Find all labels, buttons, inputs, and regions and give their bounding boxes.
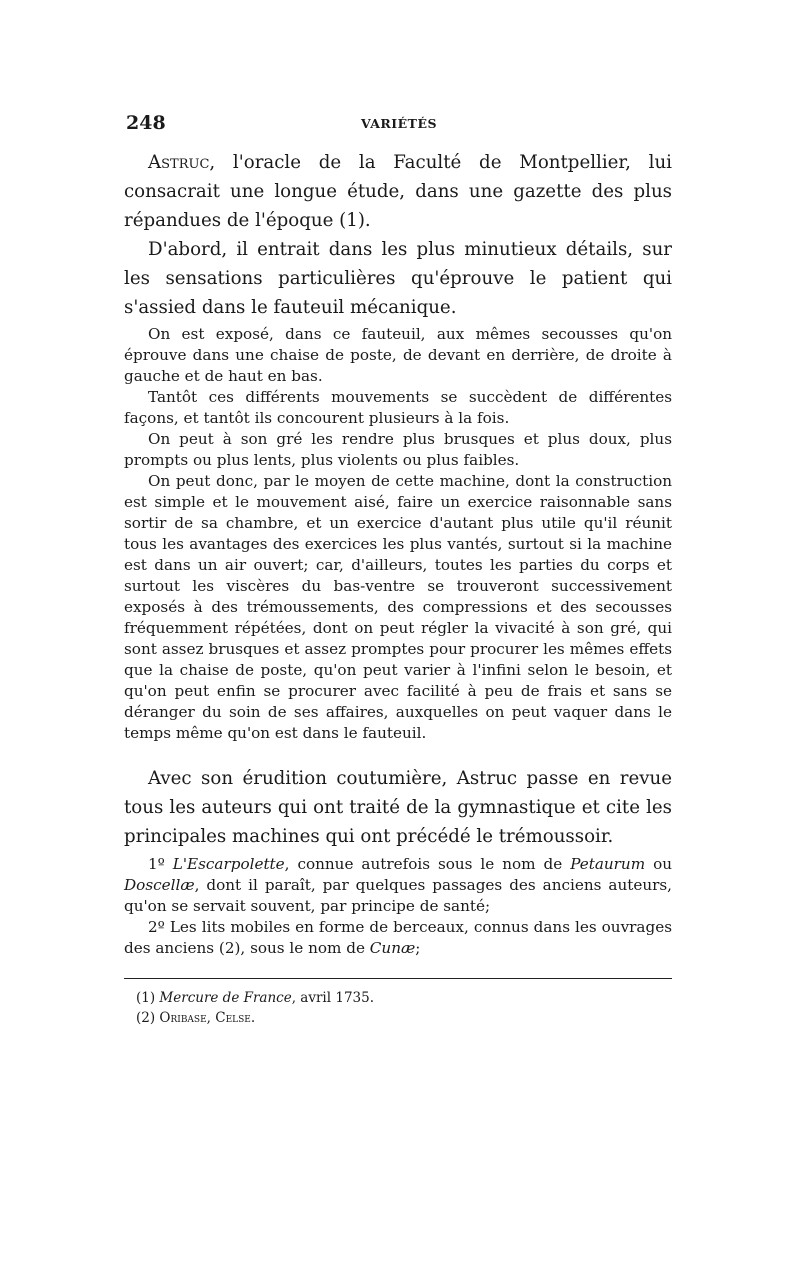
item-text: ; (415, 939, 421, 957)
machine-list (124, 854, 672, 959)
quotation-block (124, 324, 672, 744)
quote-paragraph-2: Tantôt ces différents mouvements se succèdent de différentes façons, et tantôt ils concourent plusieurs à la fois. (124, 388, 672, 427)
footnote-1 (136, 988, 656, 1008)
item-number: 1º (148, 855, 165, 873)
footnotes (136, 988, 656, 1028)
paragraph-text: , l'oracle de la Faculté de Montpellier, lui consacrait une longue étude, dans une gazette des plus répandues de l'époque (1). (124, 152, 672, 231)
footnote-number: (1) (136, 990, 156, 1006)
footnote-number: (2) (136, 1010, 156, 1026)
running-title: VARIÉTÉS (360, 116, 438, 131)
latin-name: Petaurum (570, 855, 646, 873)
list-item (124, 917, 672, 959)
footnote-title: Mercure de France (159, 990, 292, 1006)
erudition-block (124, 764, 672, 851)
page-header (126, 112, 672, 136)
item-number: 2º (148, 918, 165, 936)
footnote-divider (124, 978, 672, 979)
quote-paragraph-4: On peut donc, par le moyen de cette machine, dont la construction est simple et le mouvement aisé, faire un exercice raisonnable sans sortir de sa chambre, et un exercice d'autant plus utile qu'il réunit tous les avantages des exercices les plus vantés, surtout si la machine est dans un air ouvert; car, d'ailleurs, toutes les parties du corps et surtout les viscères du bas-ventre se trouveront successivement exposés à des trémoussements, des compressions et des secousses fréquemment répétées, dont on peut régler la vivacité à son gré, qui sont assez brusques et assez promptes pour procurer les mêmes effets que la chaise de poste, qu'on peut varier à l'infini selon le besoin, et qu'on peut enfin se procurer avec facilité à peu de frais et sans se déranger du soin de ses affaires, auxquelles on peut vaquer dans le temps même qu'on est dans le fauteuil. (124, 472, 672, 742)
footnote-text: Oribase, Celse. (159, 1010, 256, 1026)
intro-block (124, 148, 672, 322)
latin-name: Cunæ (369, 939, 416, 957)
paragraph-details: D'abord, il entrait dans les plus minutieux détails, sur les sensations particulières qu'éprouve le patient qui s'assied dans le fauteuil mécanique. (124, 239, 672, 318)
quote-paragraph-1: On est exposé, dans ce fauteuil, aux mêmes secousses qu'on éprouve dans une chaise de poste, de devant en derrière, de droite à gauche et de haut en bas. (124, 325, 672, 385)
quote-paragraph-3: On peut à son gré les rendre plus brusques et plus doux, plus prompts ou plus lents, plus violents ou plus faibles. (124, 430, 672, 469)
latin-name: Doscellæ (124, 876, 195, 894)
item-text: , dont il paraît, par quelques passages des anciens auteurs, qu'on se servait souvent, par principe de santé; (124, 876, 672, 915)
item-title: L'Escarpolette (172, 855, 285, 873)
item-text: Les lits mobiles en forme de berceaux, connus dans les ouvrages des anciens (2), sous le nom de (124, 918, 672, 957)
page-number: 248 (126, 112, 166, 134)
item-text: ou (645, 855, 672, 873)
paragraph-astruc (124, 148, 672, 235)
footnote-text: , avril 1735. (291, 990, 375, 1006)
footnote-2 (136, 1008, 656, 1028)
item-text: , connue autrefois sous le nom de (284, 855, 571, 873)
author-name: Astruc (148, 152, 210, 173)
paragraph-erudition: Avec son érudition coutumière, Astruc passe en revue tous les auteurs qui ont traité de la gymnastique et cite les principales machines qui ont précédé le trémoussoir. (124, 768, 672, 847)
list-item (124, 854, 672, 917)
